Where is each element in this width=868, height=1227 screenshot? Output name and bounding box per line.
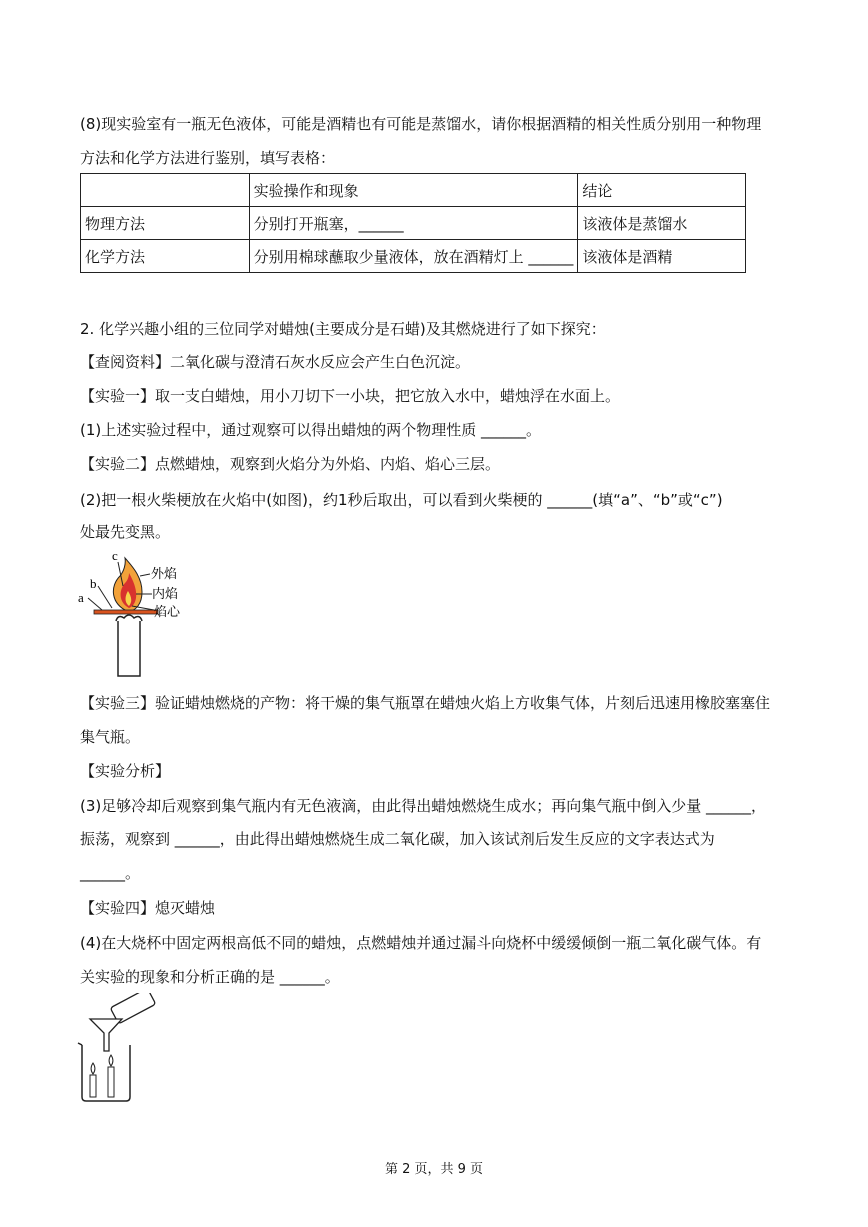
label-b: b <box>90 576 97 591</box>
q2-sub2-line1: (2)把一根火柴梗放在火焰中(如图)，约1秒后取出，可以看到火柴梗的 ______(填“a”、“b”或“c”) <box>80 491 723 509</box>
flame-short <box>91 1063 95 1074</box>
q2-analysis: 【实验分析】 <box>80 762 171 780</box>
flame-tall <box>109 1055 113 1066</box>
label-c: c <box>112 548 118 563</box>
table-cell <box>81 174 250 207</box>
q2-sub4-line2: 关实验的现象和分析正确的是 ______。 <box>80 968 340 986</box>
table-cell: 该液体是蒸馏水 <box>578 207 746 240</box>
q2-experiment1: 【实验一】取一支白蜡烛，用小刀切下一小块，把它放入水中，蜡烛浮在水面上。 <box>80 387 621 405</box>
q2-reference: 【查阅资料】二氧化碳与澄清石灰水反应会产生白色沉淀。 <box>80 353 471 371</box>
beaker <box>82 1045 130 1101</box>
table-cell: 结论 <box>578 174 746 207</box>
q8-line2: 方法和化学方法进行鉴别，填写表格： <box>80 149 336 167</box>
label-a: a <box>78 590 84 605</box>
page-footer: 第 2 页，共 9 页 <box>384 1162 484 1177</box>
table-cell: 实验操作和现象 <box>249 174 578 207</box>
q2-sub3-line1: (3)足够冷却后观察到集气瓶内有无色液滴，由此得出蜡烛燃烧生成水；再向集气瓶中倒入少量 ______， <box>80 797 767 815</box>
q2-experiment3-line2: 集气瓶。 <box>80 728 141 746</box>
q2-experiment3-line1: 【实验三】验证蜡烛燃烧的产物：将干燥的集气瓶罩在蜡烛火焰上方收集气体，片刻后迅速用橡胶塞塞住 <box>80 694 771 712</box>
table-cell: 物理方法 <box>81 207 250 240</box>
q2-sub1: (1)上述实验过程中，通过观察可以得出蜡烛的两个物理性质 ______。 <box>80 421 542 439</box>
q2-experiment2: 【实验二】点燃蜡烛，观察到火焰分为外焰、内焰、焰心三层。 <box>80 455 501 473</box>
q2-intro: 2. 化学兴趣小组的三位同学对蜡烛(主要成分是石蜡)及其燃烧进行了如下探究： <box>80 320 606 338</box>
wax-drip <box>116 615 142 621</box>
candle-short <box>90 1075 96 1097</box>
q2-sub4-line1: (4)在大烧杯中固定两根高低不同的蜡烛，点燃蜡烛并通过漏斗向烧杯中缓缓倾倒一瓶二氧化碳气体。有 <box>80 934 762 952</box>
table-cell: 该液体是酒精 <box>578 240 746 273</box>
table-cell: 分别用棉球蘸取少量液体，放在酒精灯上 ______ <box>249 240 578 273</box>
table-row <box>81 240 746 273</box>
q8-line1: (8)现实验室有一瓶无色液体，可能是酒精也有可能是蒸馏水，请你根据酒精的相关性质分别用一种物理 <box>80 115 762 133</box>
candle-tall <box>108 1067 114 1097</box>
label-inner-flame: 内焰 <box>152 587 179 602</box>
table-cell: 分别打开瓶塞，______ <box>249 207 578 240</box>
table-row <box>81 207 746 240</box>
q2-sub3-line3: ______。 <box>80 864 141 882</box>
table-cell: 化学方法 <box>81 240 250 273</box>
candle-flame-figure <box>74 546 194 680</box>
q2-sub2-line2: 处最先变黑。 <box>80 523 171 541</box>
q2-sub3-line2: 振荡，观察到 ______，由此得出蜡烛燃烧生成二氧化碳，加入该试剂后发生反应的文字表达式为 <box>80 830 715 848</box>
label-flame-core: 焰心 <box>154 605 181 620</box>
funnel <box>90 1019 122 1051</box>
label-outer-flame: 外焰 <box>151 567 178 582</box>
beaker-co2-figure <box>76 993 166 1105</box>
candle-body <box>118 618 140 676</box>
matchstick <box>94 610 158 614</box>
table-header-row <box>81 174 746 207</box>
q2-experiment4: 【实验四】熄灭蜡烛 <box>80 899 216 917</box>
identification-table <box>80 173 746 273</box>
